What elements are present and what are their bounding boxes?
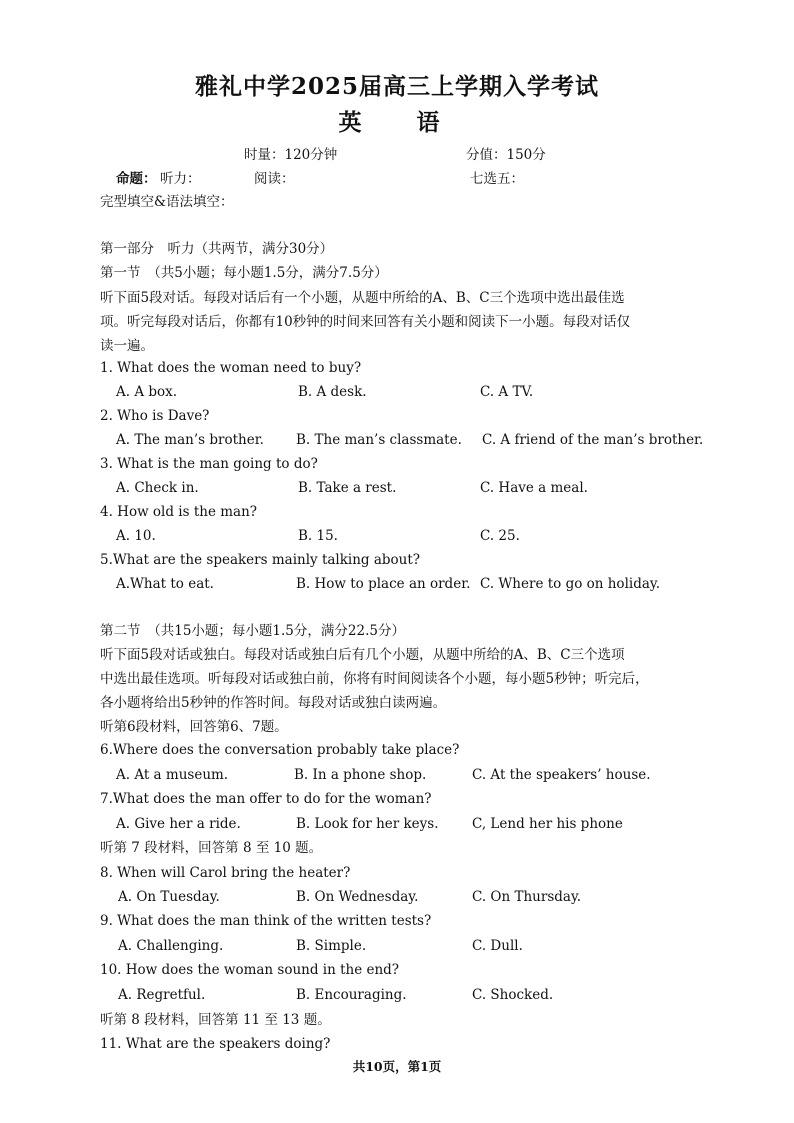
question-3-option-c: C. Have a meal. [480, 480, 588, 496]
section1-heading: 第一节 （共5小题；每小题1.5分，满分7.5分） [100, 265, 388, 281]
question-9-option-c: C. Dull. [472, 938, 523, 954]
question-5: 5.What are the speakers mainly talking about? [100, 552, 421, 568]
question-10-option-b: B. Encouraging. [296, 987, 407, 1003]
section2-instruction-line: 中选出最佳选项。听每段对话或独白前，你将有时间阅读各个小题，每小题5秒钟；听完后， [100, 671, 649, 687]
question-10-option-c: C. Shocked. [472, 987, 554, 1003]
section1-instruction-line: 读一遍。 [100, 338, 154, 354]
question-9-option-a: A. Challenging. [118, 938, 224, 954]
question-8-option-a: A. On Tuesday. [118, 889, 220, 905]
question-1-option-c: C. A TV. [480, 384, 534, 400]
question-8-option-c: C. On Thursday. [472, 889, 582, 905]
question-6-option-a: A. At a museum. [116, 767, 229, 783]
question-9-option-b: B. Simple. [296, 938, 367, 954]
question-7-option-b: B. Look for her keys. [296, 816, 439, 832]
question-1-option-a: A. A box. [116, 384, 178, 400]
question-8-option-b: B. On Wednesday. [296, 889, 419, 905]
question-10-option-a: A. Regretful. [118, 987, 206, 1003]
question-7-option-a: A. Give her a ride. [116, 816, 241, 832]
authors-listening: 听力： [160, 171, 201, 187]
question-3: 3. What is the man going to do? [100, 456, 318, 472]
question-7: 7.What does the man offer to do for the woman? [100, 791, 432, 807]
question-5-option-b: B. How to place an order. [296, 576, 471, 592]
exam-time: 时量：120分钟 [244, 147, 338, 163]
material-8-instruction: 听第 8 段材料，回答第 11 至 13 题。 [100, 1012, 331, 1028]
section1-instruction-line: 项。听完每段对话后，你都有10秒钟的时间来回答有关小题和阅读下一小题。每段对话仅 [100, 314, 631, 330]
section2-instruction-line: 各小题将给出5秒钟的作答时间。每段对话或独白读两遍。 [100, 695, 447, 711]
section1-instruction-line: 听下面5段对话。每段对话后有一个小题，从题中所给的A、B、C三个选项中选出最佳选 [100, 290, 625, 306]
question-6-option-c: C. At the speakers’ house. [472, 767, 651, 783]
authors-seven-choose-five: 七选五： [470, 171, 524, 187]
question-4-option-a: A. 10. [116, 528, 156, 544]
question-4: 4. How old is the man? [100, 504, 258, 520]
question-4-option-b: B. 15. [298, 528, 338, 544]
question-5-option-c: C. Where to go on holiday. [480, 576, 661, 592]
authors-reading: 阅读： [254, 171, 295, 187]
exam-score: 分值：150分 [466, 147, 546, 163]
part1-heading: 第一部分 听力（共两节，满分30分） [100, 241, 334, 257]
subject-title: 英 语 [338, 109, 456, 136]
material-7-instruction: 听第 7 段材料，回答第 8 至 10 题。 [100, 840, 323, 856]
page-footer: 共10页，第1页 [352, 1059, 442, 1074]
question-2: 2. Who is Dave? [100, 408, 210, 424]
question-11: 11. What are the speakers doing? [100, 1036, 331, 1052]
exam-title: 雅礼中学2025届高三上学期入学考试 [194, 73, 599, 100]
question-2-option-c: C. A friend of the man’s brother. [482, 432, 704, 448]
question-4-option-c: C. 25. [480, 528, 520, 544]
question-3-option-a: A. Check in. [116, 480, 199, 496]
question-7-option-c: C, Lend her his phone [472, 816, 623, 832]
authors-label: 命题： [116, 171, 157, 187]
section2-heading: 第二节 （共15小题；每小题1.5分，满分22.5分） [100, 623, 405, 639]
section2-instruction-line: 听下面5段对话或独白。每段对话或独白后有几个小题，从题中所给的A、B、C三个选项 [100, 647, 625, 663]
question-10: 10. How does the woman sound in the end? [100, 962, 400, 978]
question-9: 9. What does the man think of the written tests? [100, 913, 432, 929]
question-2-option-a: A. The man’s brother. [116, 432, 264, 448]
question-2-option-b: B. The man’s classmate. [296, 432, 462, 448]
question-1-option-b: B. A desk. [298, 384, 367, 400]
question-5-option-a: A.What to eat. [116, 576, 214, 592]
question-3-option-b: B. Take a rest. [298, 480, 397, 496]
question-6: 6.Where does the conversation probably take place? [100, 742, 460, 758]
authors-cloze: 完型填空&语法填空： [100, 194, 234, 210]
question-1: 1. What does the woman need to buy? [100, 360, 362, 376]
question-8: 8. When will Carol bring the heater? [100, 865, 351, 881]
material-6-instruction: 听第6段材料，回答第6、7题。 [100, 719, 288, 735]
question-6-option-b: B. In a phone shop. [294, 767, 427, 783]
